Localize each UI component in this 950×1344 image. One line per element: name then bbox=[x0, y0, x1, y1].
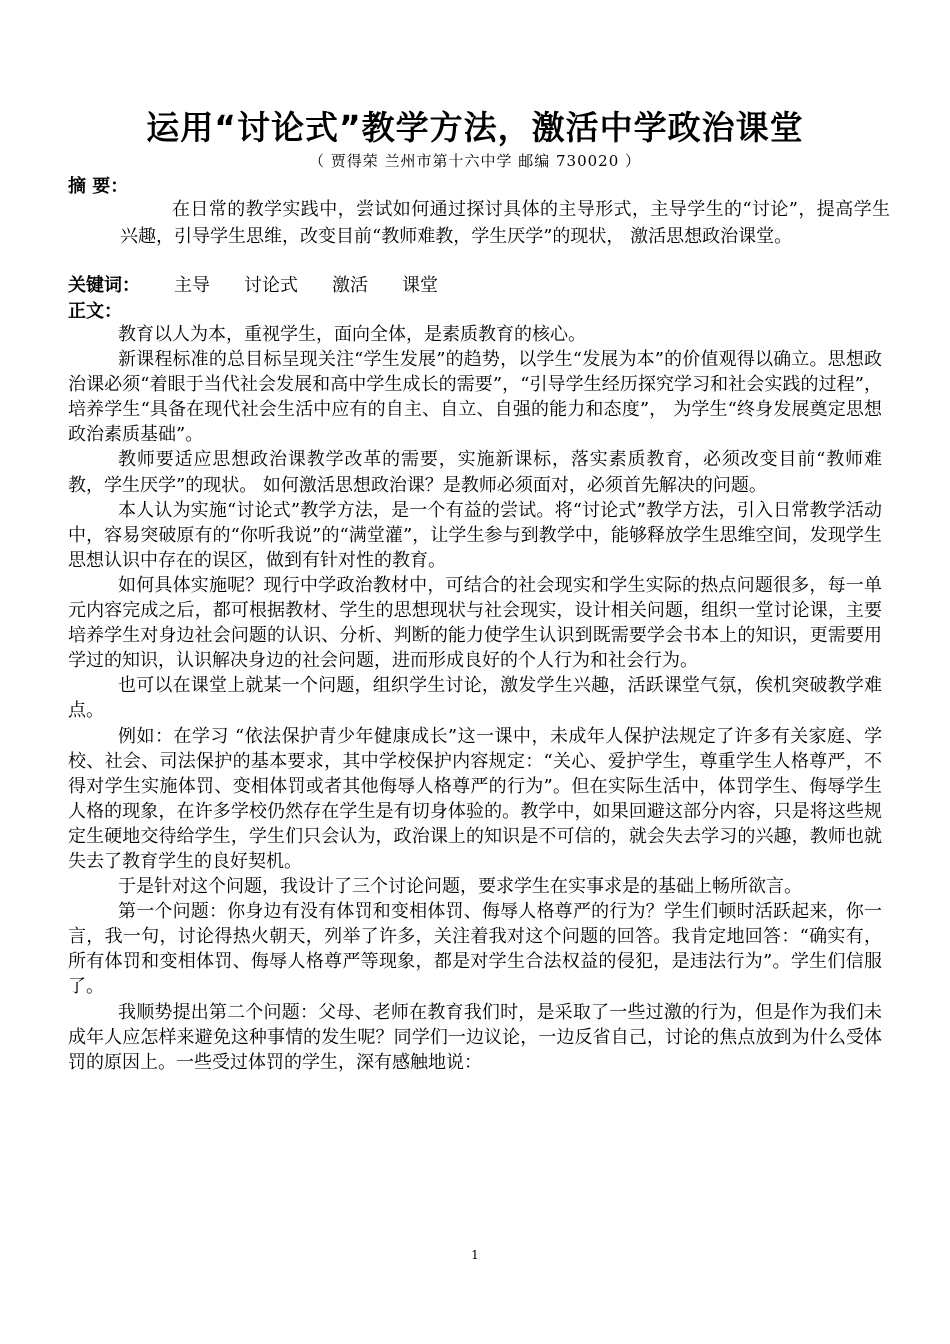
body-text bbox=[68, 322, 882, 1075]
document-title: 运用“讨论式”教学方法，激活中学政治课堂 bbox=[146, 108, 804, 147]
body-label: 正文： bbox=[68, 301, 122, 322]
keywords-label: 关键词： bbox=[68, 275, 140, 296]
paragraph: 教育以人为本，重视学生，面向全体，是素质教育的核心。 bbox=[118, 324, 586, 345]
keyword: 主导 bbox=[174, 275, 210, 296]
abstract-label: 摘 要： bbox=[68, 176, 129, 197]
keywords-row bbox=[68, 272, 438, 299]
keyword: 课堂 bbox=[402, 275, 438, 296]
paragraph: 教师要适应思想政治课教学改革的需要，实施新课标，落实素质教育，必须改变目前“教师难教，学生厌学”的现状。 如何激活思想政治课？是教师必须面对，必须首先解决的问题。 bbox=[68, 449, 882, 496]
author-line: （ 贾得荣 兰州市第十六中学 邮编 730020 ） bbox=[308, 152, 642, 170]
abstract-text: 在日常的教学实践中，尝试如何通过探讨具体的主导形式，主导学生的“讨论”，提高学生兴趣，引导学生思维，改变目前“教师难教，学生厌学”的现状， 激活思想政治课堂。 bbox=[120, 199, 890, 247]
paragraph: 于是针对这个问题，我设计了三个讨论问题，要求学生在实事求是的基础上畅所欲言。 bbox=[118, 876, 802, 898]
keyword: 讨论式 bbox=[244, 275, 298, 296]
keyword: 激活 bbox=[332, 275, 368, 296]
page-number: 1 bbox=[471, 1248, 479, 1262]
paragraph: 也可以在课堂上就某一个问题，组织学生讨论，激发学生兴趣，活跃课堂气氛，俟机突破教学难点。 bbox=[68, 675, 882, 722]
paragraph: 本人认为实施“讨论式”教学方法，是一个有益的尝试。将“讨论式”教学方法，引入日常教学活动中，容易突破原有的“你听我说”的“满堂灌”，让学生参与到教学中，能够释放学生思维空间，发现学生思想认识中存在的误区，做到有针对性的教育。 bbox=[68, 499, 882, 571]
paragraph: 如何具体实施呢？现行中学政治教材中，可结合的社会现实和学生实际的热点问题很多，每一单元内容完成之后，都可根据教材、学生的思想现状与社会现实，设计相关问题，组织一堂讨论课，主要培养学生对身边社会问题的认识、分析、判断的能力使学生认识到既需要学会书本上的知识，更需要用学过的知识，认识解决身边的社会问题，进而形成良好的个人行为和社会行为。 bbox=[68, 574, 882, 672]
paragraph: 新课程标准的总目标呈现关注“学生发展”的趋势，以学生“发展为本”的价值观得以确立。思想政治课必须“着眼于当代社会发展和高中学生成长的需要”，“引导学生经历探究学习和社会实践的过程”，培养学生“具备在现代社会生活中应有的自主、自立、自强的能力和态度”， 为学生“终身发展奠定思想政治素质基础”。 bbox=[68, 349, 882, 446]
paragraph: 例如：在学习 “依法保护青少年健康成长”这一课中，未成年人保护法规定了许多有关家庭、学校、社会、司法保护的基本要求，其中学校保护内容规定：“关心、爱护学生，尊重学生人格尊严，不得对学生实施体罚、变相体罚或者其他侮辱人格尊严的行为”。但在实际生活中，体罚学生、侮辱学生人格的现象，在许多学校仍然存在学生是有切身体验的。教学中，如果回避这部分内容，只是将这些规定生硬地交待给学生，学生们只会认为，政治课上的知识是不可信的，就会失去学习的兴趣，教师也就失去了教育学生的良好契机。 bbox=[68, 725, 882, 872]
paragraph: 第一个问题：你身边有没有体罚和变相体罚、侮辱人格尊严的行为？学生们顿时活跃起来，你一言，我一句，讨论得热火朝天，列举了许多，关注着我对这个问题的回答。我肯定地回答：“确实有，所有体罚和变相体罚、侮辱人格尊严等现象，都是对学生合法权益的侵犯，是违法行为”。学生们信服了。 bbox=[68, 901, 882, 998]
paragraph: 我顺势提出第二个问题：父母、老师在教育我们时，是采取了一些过激的行为，但是作为我们未成年人应怎样来避免这种事情的发生呢？同学们一边议论，一边反省自己，讨论的焦点放到为什么受体罚的原因上。一些受过体罚的学生，深有感触地说： bbox=[68, 1001, 882, 1073]
